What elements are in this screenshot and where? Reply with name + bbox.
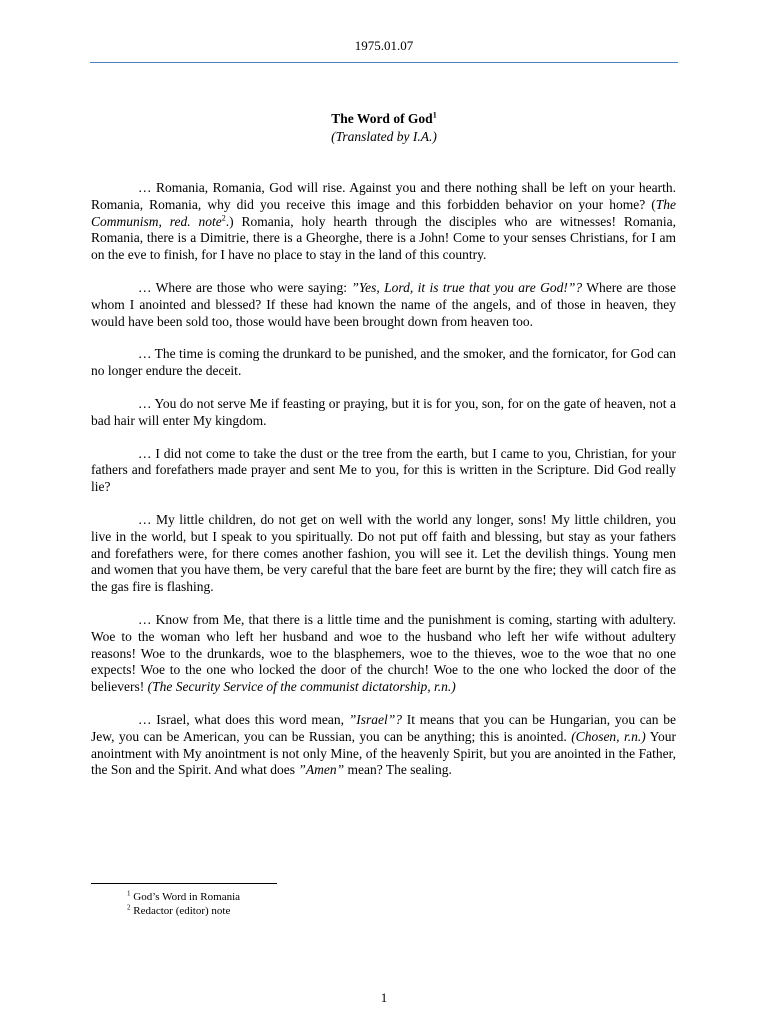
footnote-item: $^1$ God’s Word in Romania	[127, 889, 241, 903]
paragraph: … The time is coming the drunkard to be punished, and the smoker, and the fornicator, for God can no longer endure the deceit.	[91, 346, 676, 379]
paragraph: … Where are those who were saying: ”Yes, Lord, it is true that you are God!”? Where are those whom I anointed and blessed? If these had known the name of the angels, and of those in heaven, they would have been sold too, those would have been brought down from heaven too.	[91, 279, 676, 329]
page-number: 1	[380, 990, 388, 1005]
paragraph: … Know from Me, that there is a little time and the punishment is coming, starting with adultery. Woe to the woman who left her husband and woe to the husband who left her wife without adultery reasons! Woe to the drunkards, woe to the blasphemers, woe to the thieves, woe to the woe that no one expects! Woe to the one who locked the door of the church! Woe to the one who locked the door of the believers! (The Security Service of the communist dictatorship, r.n.)	[91, 611, 676, 695]
footnote-ref[interactable]: 2	[221, 213, 226, 223]
paragraph: … Romania, Romania, God will rise. Against you and there nothing shall be left on your hearth. Romania, Romania, why did you receive this image and this forbidden behavior on your home? (The Communism, red. note$^2$.) Romania, holy hearth through the disciples who are witnesses! Romania, Romania, there is a Dimitrie, there is a Gheorghe, there is a John! Come to your senses Christians, for I am on the eve to finish, for I have no place to stay in the land of this country.	[91, 180, 676, 263]
footnote-ref[interactable]: 1	[432, 110, 437, 120]
paragraph: … I did not come to take the dust or the tree from the earth, but I came to you, Christian, for your fathers and forefathers made prayer and sent Me to you, for this is written in the Scripture. Did God really lie?	[91, 445, 676, 495]
footnote-divider	[91, 883, 277, 884]
footnotes	[127, 890, 240, 918]
document-title	[90, 110, 678, 128]
header-divider	[90, 62, 678, 63]
footnote-item: $^2$ Redactor (editor) note	[127, 903, 231, 917]
paragraph: … My little children, do not get on well with the world any longer, sons! My little children, you live in the world, but I speak to you spiritually. Do not put off faith and blessing, but stay as your fathers and forefathers were, for there comes another fashion, you will see it. Let the devilish things. Young men and women that you have them, be very careful that the bare feet are burnt by the fire; they will catch fire as the gas fire is flashing.	[91, 511, 676, 595]
title-block	[90, 110, 678, 146]
document-title-text: The Word of God	[331, 111, 433, 126]
paragraph: … You do not serve Me if feasting or praying, but it is for you, son, for on the gate of heaven, not a bad hair will enter My kingdom.	[91, 395, 676, 428]
paragraph: … Israel, what does this word mean, ”Israel”? It means that you can be Hungarian, you can be Jew, you can be American, you can be Russian, you can be anything; this is anointed. (Chosen, r.n.) Your anointment with My anointment is not only Mine, of the heavenly Spirit, but you are anointed in the Father, the Son and the Spirit. And what does ”Amen” mean? The sealing.	[91, 711, 676, 778]
body-text	[91, 180, 676, 779]
page-header-date: 1975.01.07	[354, 38, 414, 53]
document-subtitle: (Translated by I.A.)	[331, 129, 437, 144]
